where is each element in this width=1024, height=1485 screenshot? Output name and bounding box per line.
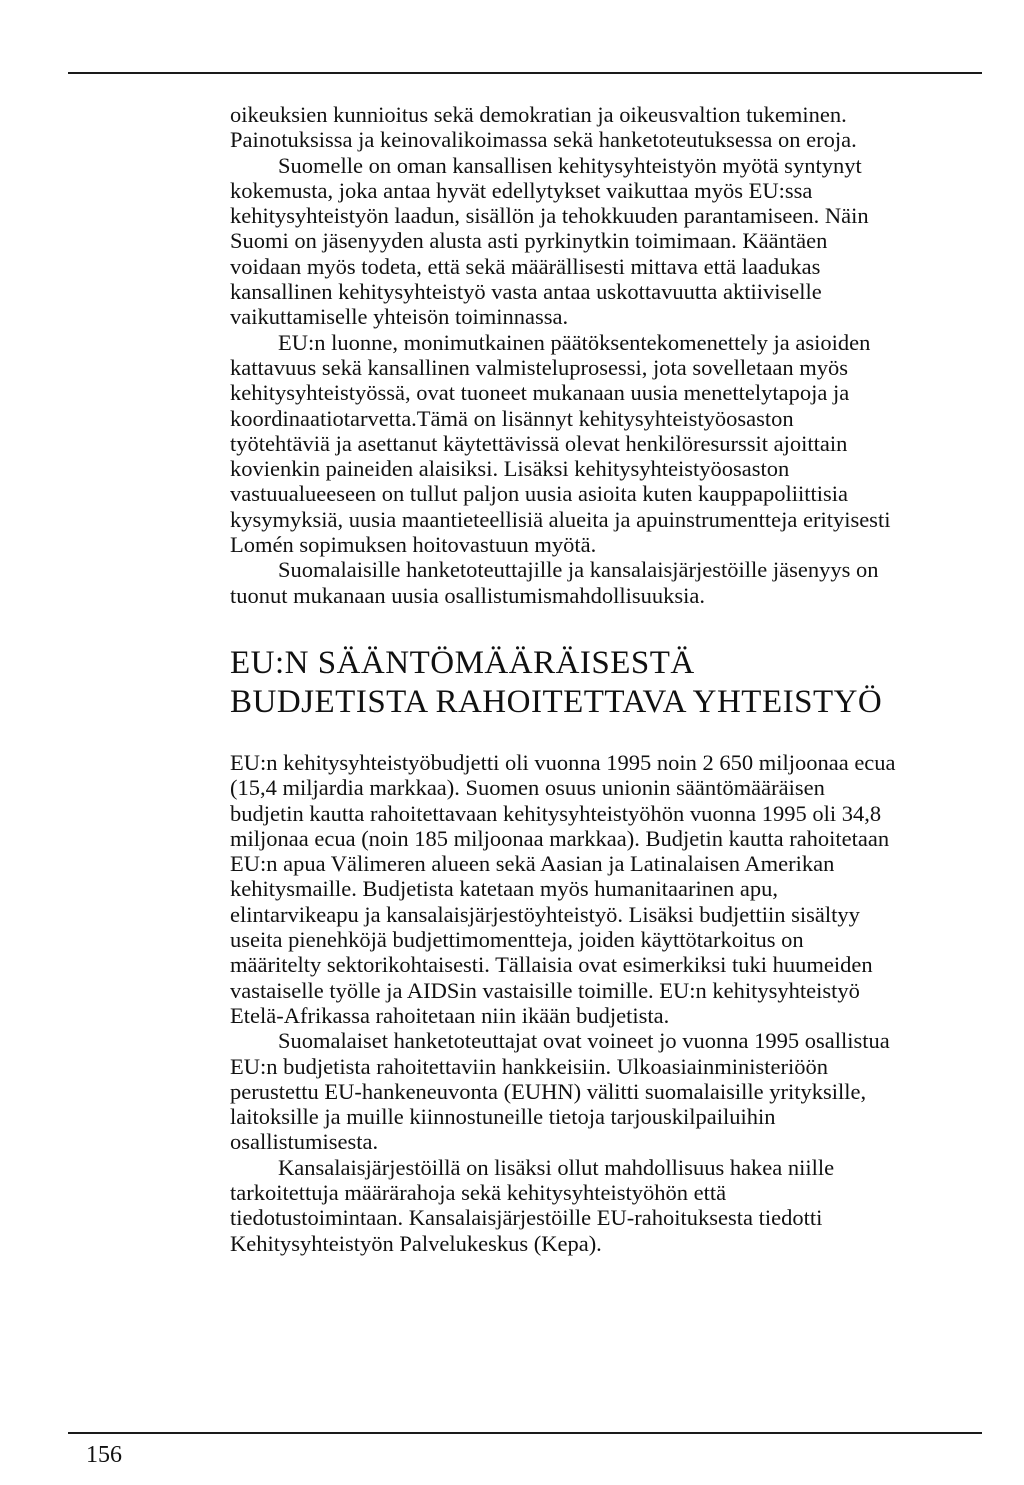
paragraph-continued: oikeuksien kunnioitus sekä demokratian ja oikeusvaltion tukeminen. Painotuksissa ja keinovalikoimassa sekä hanketoteutuksessa on eroja. xyxy=(230,102,857,153)
top-rule xyxy=(68,72,982,74)
paragraph-budget: EU:n kehitysyhteistyöbudjetti oli vuonna 1995 noin 2 650 miljoonaa ecua (15,4 miljardia markkaa). Suomen osuus unionin sääntömääräisen budjetin kautta rahoitettavaan kehitysyhteistyöhön vuonna 1995 oli 34,8 miljonaa ecua (noin 185 miljoonaa markkaa). Budjetin kautta rahoitetaan EU:n apua Välimeren alueen sekä Aasian ja Latinalaisen Amerikan kehitysmaille. Budjetista katetaan myös humanitaarinen apu, elintarvikeapu ja kansalaisjärjestöyhteistyö. Lisäksi budjettiin sisältyy useita pienehköjä budjettimomentteja, joiden käyttötarkoitus on määritelty sektorikohtaisesti. Tällaisia ovat esimerkiksi tuki huumeiden vastaiselle työlle ja AIDSin vastaisille toimille. EU:n kehitysyhteistyö Etelä-Afrikassa rahoitetaan niin ikään budjetista. xyxy=(230,749,896,1028)
page-body xyxy=(230,102,898,1256)
section-heading-line-1: EU:N SÄÄNTÖMÄÄRÄISESTÄ xyxy=(230,644,695,681)
paragraph-experience: Suomelle on oman kansallisen kehitysyhteistyön myötä syntynyt kokemusta, joka antaa hyvät edellytykset vaikuttaa myös EU:ssa kehitysyhteistyön laadun, sisällön ja tehokkuuden parantamiseen. Näin Suomi on jäsenyyden alusta asti pyrkinytkin toimimaan. Kääntäen voidaan myös todeta, että sekä määrällisesti mittava että laadukas kansallinen kehitysyhteistyö vasta antaa uskottavuutta aktiiviselle vaikuttamiselle yhteisön toiminnassa. xyxy=(230,152,869,330)
paragraph-participation: Suomalaisille hanketoteuttajille ja kansalaisjärjestöille jäsenyys on tuonut mukanaan uusia osallistumismahdollisuuksia. xyxy=(230,557,879,608)
paragraph-implementers: Suomalaiset hanketoteuttajat ovat voineet jo vuonna 1995 osallistua EU:n budjetista rahoitettaviin hankkeisiin. Ulkoasiainministeriöön perustettu EU-hankeneuvonta (EUHN) välitti suomalaisille yrityksille, laitoksille ja muille kiinnostuneille tietoja tarjouskilpailuihin osallistumisesta. xyxy=(230,1028,890,1155)
section-heading xyxy=(230,644,898,722)
paragraph-eu-nature: EU:n luonne, monimutkainen päätöksentekomenettely ja asioiden kattavuus sekä kansallinen valmisteluprosessi, jota sovelletaan myös kehitysyhteistyössä, ovat tuoneet mukanaan uusia menettelytapoja ja koordinaatiotarvetta.Tämä on lisännyt kehitysyhteistyöosaston työtehtäviä ja asettanut käytettävissä olevat henkilöresurssit ajoittain kovienkin paineiden alaisiksi. Lisäksi kehitysyhteistyöosaston vastuualueeseen on tullut paljon uusia asioita kuten kauppapoliittisia kysymyksiä, uusia maantieteellisiä alueita ja apuinstrumentteja erityisesti Lomén sopimuksen hoitovastuun myötä. xyxy=(230,329,891,558)
bottom-rule xyxy=(68,1432,982,1434)
page-number: 156 xyxy=(86,1442,122,1468)
section-heading-line-2: BUDJETISTA RAHOITETTAVA YHTEISTYÖ xyxy=(230,683,883,720)
paragraph-ngos: Kansalaisjärjestöillä on lisäksi ollut mahdollisuus hakea niille tarkoitettuja määrärahoja sekä kehitysyhteistyöhön että tiedotustoimintaan. Kansalaisjärjestöille EU-rahoituksesta tiedotti Kehitysyhteistyön Palvelukeskus (Kepa). xyxy=(230,1154,835,1256)
